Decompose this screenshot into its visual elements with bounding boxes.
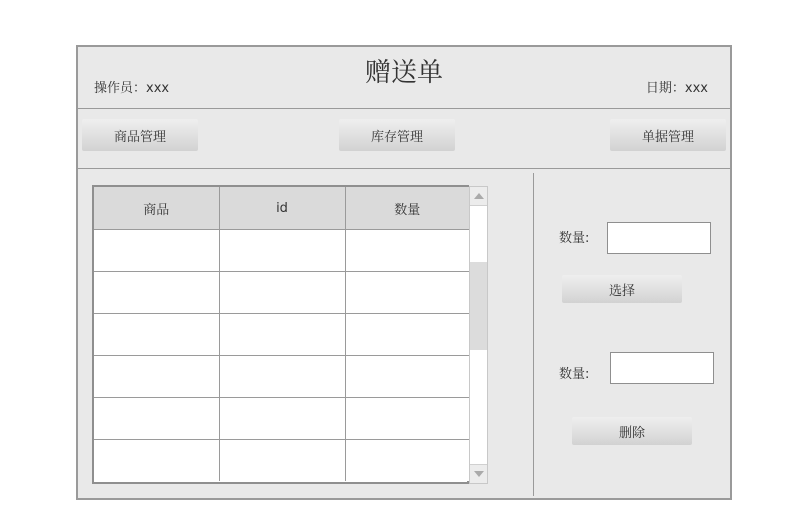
header-divider: [78, 108, 730, 109]
quantity-input-1[interactable]: [607, 222, 711, 254]
table-cell[interactable]: [345, 230, 469, 272]
operator-label: 操作员：xxx: [94, 81, 170, 96]
table-row[interactable]: [94, 398, 469, 440]
table-row[interactable]: [94, 440, 469, 482]
quantity-label-1: 数量:: [559, 231, 590, 246]
goods-management-button[interactable]: 商品管理: [82, 119, 198, 151]
nav-divider: [78, 168, 730, 169]
gift-order-window: [76, 45, 732, 500]
page-title: 赠送单: [364, 58, 443, 88]
date-label: 日期：xxx: [645, 81, 708, 96]
column-header-quantity[interactable]: 数量: [345, 187, 469, 230]
delete-button[interactable]: 删除: [572, 417, 692, 445]
table-cell[interactable]: [345, 314, 469, 356]
goods-table: [92, 185, 469, 484]
quantity-label-2: 数量:: [559, 367, 590, 382]
scroll-down-icon[interactable]: [470, 464, 487, 483]
table-cell[interactable]: [345, 272, 469, 314]
select-button[interactable]: 选择: [562, 275, 682, 303]
scroll-thumb[interactable]: [470, 262, 487, 350]
table-cell[interactable]: [94, 440, 219, 482]
table-cell[interactable]: [345, 440, 469, 482]
table-row[interactable]: [94, 230, 469, 272]
table-cell[interactable]: [219, 314, 345, 356]
table-header-row: [94, 187, 469, 230]
table-cell[interactable]: [94, 230, 219, 272]
table-row[interactable]: [94, 356, 469, 398]
table-cell[interactable]: [219, 398, 345, 440]
column-header-id[interactable]: id: [219, 187, 345, 230]
inventory-management-button[interactable]: 库存管理: [339, 119, 455, 151]
table-cell[interactable]: [219, 356, 345, 398]
quantity-input-2[interactable]: [610, 352, 714, 384]
goods-table-grid: [94, 187, 469, 481]
table-cell[interactable]: [94, 272, 219, 314]
table-cell[interactable]: [94, 356, 219, 398]
table-cell[interactable]: [345, 398, 469, 440]
table-row[interactable]: [94, 272, 469, 314]
table-cell[interactable]: [345, 356, 469, 398]
table-row[interactable]: [94, 314, 469, 356]
table-cell[interactable]: [94, 314, 219, 356]
panel-divider: [533, 173, 534, 496]
table-scrollbar[interactable]: [469, 186, 488, 484]
table-cell[interactable]: [219, 440, 345, 482]
scroll-up-icon[interactable]: [470, 187, 487, 206]
table-cell[interactable]: [219, 230, 345, 272]
document-management-button[interactable]: 单据管理: [610, 119, 726, 151]
table-cell[interactable]: [94, 398, 219, 440]
column-header-goods[interactable]: 商品: [94, 187, 219, 230]
table-cell[interactable]: [219, 272, 345, 314]
